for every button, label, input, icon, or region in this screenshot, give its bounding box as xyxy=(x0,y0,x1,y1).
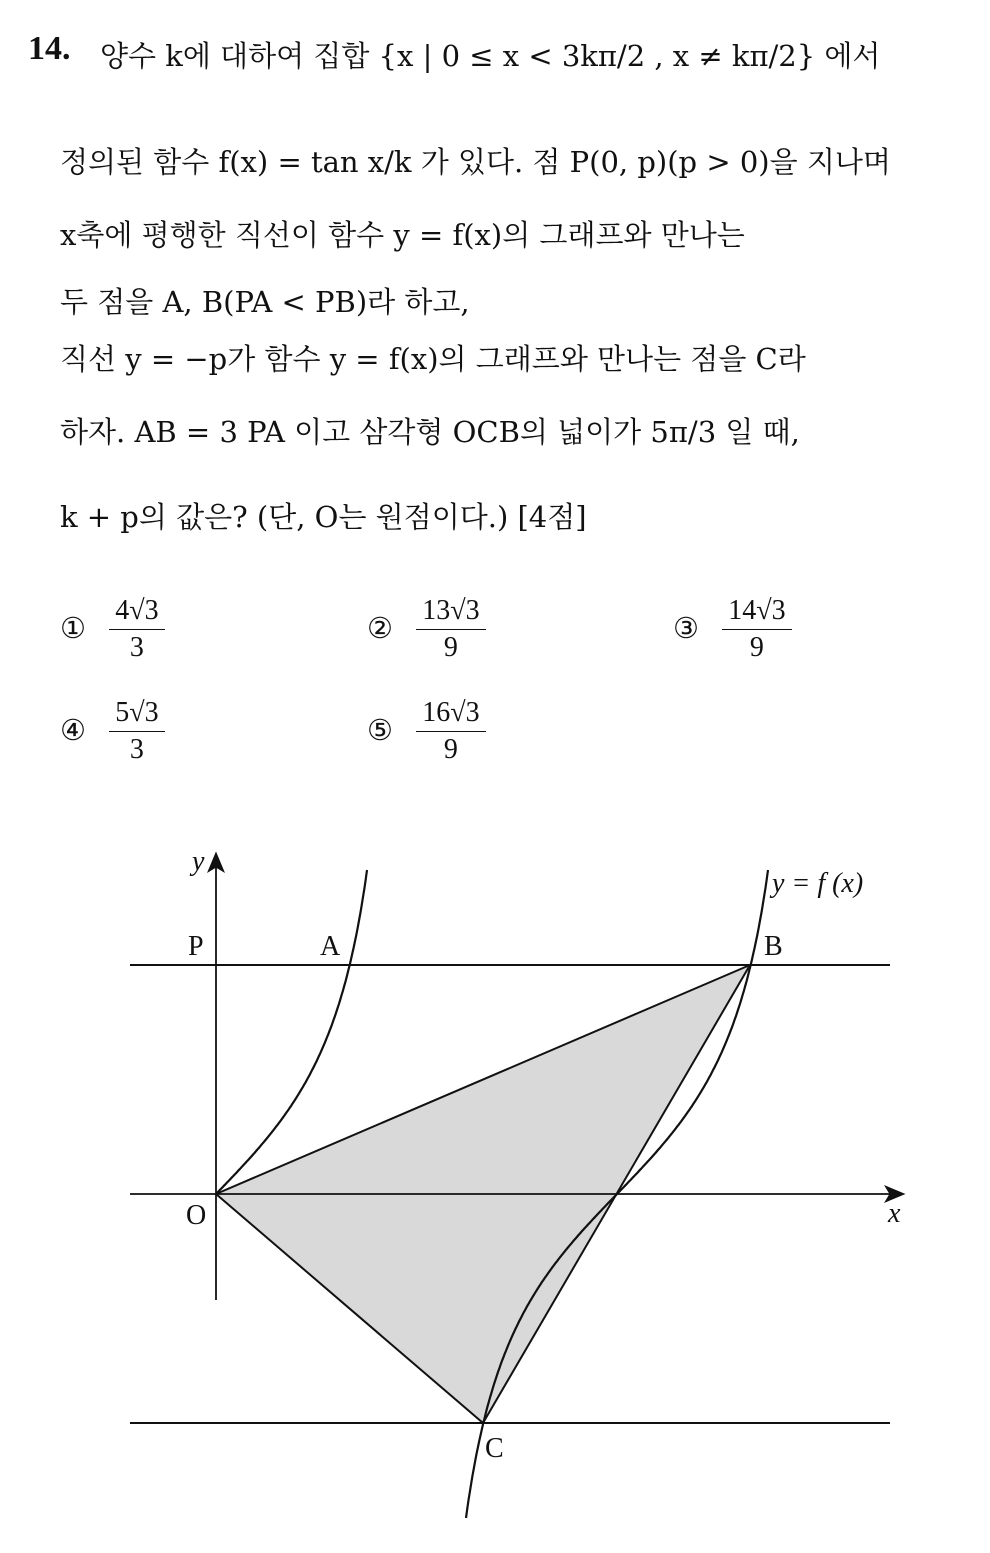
fraction-denominator: 9 xyxy=(443,632,458,664)
fraction-numerator: 16√3 xyxy=(416,697,485,732)
fraction-denominator: 9 xyxy=(749,632,764,664)
point-c-label: C xyxy=(485,1433,504,1464)
point-a-label: A xyxy=(320,931,341,962)
fraction-numerator: 5√3 xyxy=(109,697,164,732)
question-line-1: 양수 k에 대하여 집합 {x | 0 ≤ x < 3kπ/2 , x ≠ kπ/2} 에서 xyxy=(100,39,881,73)
question-line-6: 하자. AB = 3 PA 이고 삼각형 OCB의 넓이가 5π/3 일 때, xyxy=(60,415,800,449)
origin-label: O xyxy=(186,1200,207,1231)
choice-mark: ⑤ xyxy=(367,712,393,747)
fraction-numerator: 14√3 xyxy=(722,595,791,630)
choice-mark: ④ xyxy=(60,712,86,747)
choice-mark: ② xyxy=(367,610,393,645)
question-line-7: k + p의 값은? (단, O는 원점이다.) [4점] xyxy=(60,500,587,534)
question-line-2: 정의된 함수 f(x) = tan x/k 가 있다. 점 P(0, p)(p > 0)을 지나며 xyxy=(60,145,891,179)
curve-label: y = f (x) xyxy=(772,868,864,899)
choice-mark: ① xyxy=(60,610,86,645)
point-p-label: P xyxy=(188,931,204,962)
question-line-3: x축에 평행한 직선이 함수 y = f(x)의 그래프와 만나는 xyxy=(60,218,745,252)
point-b-label: B xyxy=(764,931,783,962)
question-number: 14. xyxy=(28,30,71,67)
question-line-4: 두 점을 A, B(PA < PB)라 하고, xyxy=(60,285,470,319)
choice-mark: ③ xyxy=(673,610,699,645)
fraction-denominator: 3 xyxy=(129,632,144,664)
x-axis-label: x xyxy=(888,1198,901,1229)
fraction-numerator: 4√3 xyxy=(109,595,164,630)
y-axis-label: y xyxy=(192,846,205,877)
question-line-5: 직선 y = −p가 함수 y = f(x)의 그래프와 만나는 점을 C라 xyxy=(60,342,806,376)
fraction-denominator: 9 xyxy=(443,734,458,766)
fraction-numerator: 13√3 xyxy=(416,595,485,630)
fraction-denominator: 3 xyxy=(129,734,144,766)
